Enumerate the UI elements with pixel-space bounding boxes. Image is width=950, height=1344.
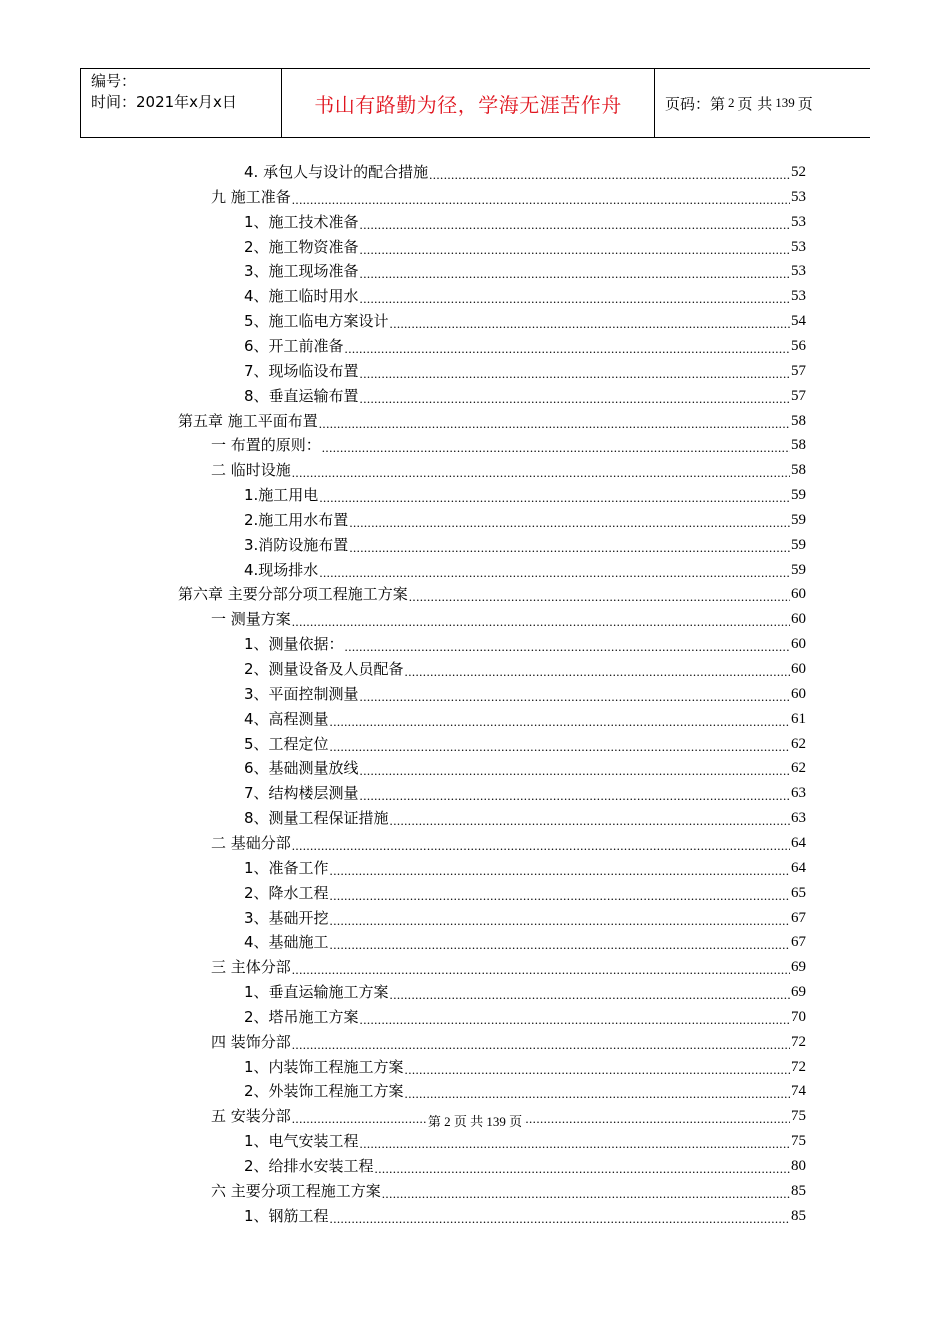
toc-entry[interactable] xyxy=(244,531,806,555)
toc-entry[interactable] xyxy=(244,307,806,331)
toc-leader-dots xyxy=(322,437,790,455)
toc-entry[interactable] xyxy=(244,978,806,1002)
toc-entry-page: 85 xyxy=(791,1182,806,1199)
toc-entry-title: 1、垂直运输施工方案 xyxy=(244,983,389,1002)
toc-leader-dots xyxy=(330,910,790,928)
page-footer xyxy=(0,1111,950,1130)
header-meta-cell xyxy=(80,69,282,137)
toc-entry[interactable] xyxy=(244,655,806,679)
toc-entry-page: 58 xyxy=(791,437,806,454)
toc-leader-dots xyxy=(349,537,790,555)
toc-entry[interactable] xyxy=(244,481,806,505)
toc-leader-dots xyxy=(292,1034,790,1052)
toc-entry[interactable] xyxy=(178,407,806,431)
toc-entry-title: 4.现场排水 xyxy=(244,560,319,579)
toc-entry-page: 65 xyxy=(791,884,806,901)
toc-entry-page: 63 xyxy=(791,810,806,827)
toc-entry[interactable] xyxy=(244,208,806,232)
toc-entry-page: 70 xyxy=(791,1008,806,1025)
toc-entry-page: 59 xyxy=(791,511,806,528)
header-slogan: 书山有路勤为径，学海无涯苦作舟 xyxy=(314,92,622,117)
toc-leader-dots xyxy=(405,661,790,679)
toc-entry-page: 67 xyxy=(791,909,806,926)
toc-leader-dots xyxy=(292,959,790,977)
toc-entry[interactable] xyxy=(244,730,806,754)
toc-entry-title: 2、外装饰工程施工方案 xyxy=(244,1082,404,1101)
toc-entry-title: 二 临时设施 xyxy=(211,461,291,480)
toc-entry-page: 72 xyxy=(791,1058,806,1075)
toc-leader-dots xyxy=(405,1083,790,1101)
toc-entry-title: 1、内装饰工程施工方案 xyxy=(244,1057,404,1076)
toc-entry[interactable] xyxy=(244,1152,806,1176)
toc-entry-page: 61 xyxy=(791,710,806,727)
toc-entry-title: 五 安装分部 xyxy=(211,1107,291,1126)
toc-entry-title: 九 施工准备 xyxy=(211,187,291,206)
toc-entry-page: 54 xyxy=(791,313,806,330)
toc-entry-page: 60 xyxy=(791,636,806,653)
toc-entry-page: 69 xyxy=(791,984,806,1001)
toc-leader-dots xyxy=(330,711,790,729)
toc-entry-page: 75 xyxy=(791,1108,806,1125)
toc-entry[interactable] xyxy=(244,257,806,281)
toc-leader-dots xyxy=(405,1059,790,1077)
toc-entry-title: 4、高程测量 xyxy=(244,709,329,728)
toc-leader-dots xyxy=(390,313,790,331)
page-total: 139 xyxy=(775,95,795,110)
toc-entry-page: 56 xyxy=(791,337,806,354)
toc-entry-page: 60 xyxy=(791,586,806,603)
toc-entry-title: 2、塔吊施工方案 xyxy=(244,1007,359,1026)
toc-leader-dots xyxy=(360,239,790,257)
toc-entry-page: 75 xyxy=(791,1133,806,1150)
toc-entry[interactable] xyxy=(244,506,806,530)
toc-entry[interactable] xyxy=(244,382,806,406)
toc-entry-title: 2、降水工程 xyxy=(244,883,329,902)
toc-leader-dots xyxy=(360,760,790,778)
toc-entry-title: 2、给排水安装工程 xyxy=(244,1157,374,1175)
toc-leader-dots xyxy=(360,686,790,704)
toc-leader-dots xyxy=(375,1158,790,1176)
toc-leader-dots xyxy=(390,810,790,828)
toc-entry[interactable] xyxy=(244,879,806,903)
toc-entry-page: 53 xyxy=(791,263,806,280)
page-header xyxy=(80,68,870,138)
toc-entry-title: 1.施工用电 xyxy=(244,486,319,505)
toc-entry-title: 4、基础施工 xyxy=(244,933,329,952)
toc-entry-title: 1、施工技术准备 xyxy=(244,212,359,231)
toc-entry-page: 63 xyxy=(791,785,806,802)
toc-entry[interactable] xyxy=(244,332,806,356)
toc-entry-page: 53 xyxy=(791,288,806,305)
toc-entry[interactable] xyxy=(244,928,806,952)
toc-entry-page: 74 xyxy=(791,1083,806,1100)
header-page-cell xyxy=(655,69,870,137)
toc-leader-dots xyxy=(319,413,790,431)
toc-entry[interactable] xyxy=(244,556,806,580)
toc-entry-title: 1、准备工作 xyxy=(244,858,329,877)
toc-leader-dots xyxy=(292,462,790,480)
toc-leader-dots xyxy=(330,885,790,903)
toc-leader-dots xyxy=(409,586,790,604)
toc-entry[interactable] xyxy=(211,829,806,853)
toc-entry[interactable] xyxy=(211,183,806,207)
toc-entry[interactable] xyxy=(244,233,806,257)
toc-entry-title: 一 测量方案 xyxy=(211,610,291,629)
page-current: 2 xyxy=(728,95,735,110)
toc-entry-title: 5、工程定位 xyxy=(244,734,329,753)
toc-leader-dots xyxy=(330,860,790,878)
toc-entry-page: 60 xyxy=(791,685,806,702)
toc-leader-dots xyxy=(345,338,790,356)
toc-entry[interactable] xyxy=(244,904,806,928)
toc-leader-dots xyxy=(360,1133,790,1151)
toc-entry-title: 7、现场临设布置 xyxy=(244,361,359,380)
toc-entry-page: 69 xyxy=(791,959,806,976)
toc-entry-title: 3.消防设施布置 xyxy=(244,535,349,554)
toc-entry-title: 6、开工前准备 xyxy=(244,336,344,355)
toc-entry[interactable] xyxy=(211,605,806,629)
toc-entry-page: 59 xyxy=(791,536,806,553)
toc-entry-title: 1、电气安装工程 xyxy=(244,1132,359,1151)
toc-entry-title: 3、施工现场准备 xyxy=(244,262,359,281)
toc-entry-page: 58 xyxy=(791,462,806,479)
toc-entry-title: 四 装饰分部 xyxy=(211,1032,291,1051)
toc-entry-page: 59 xyxy=(791,487,806,504)
toc-entry-page: 53 xyxy=(791,188,806,205)
toc-entry-page: 53 xyxy=(791,213,806,230)
toc-entry[interactable] xyxy=(244,357,806,381)
toc-entry[interactable] xyxy=(244,804,806,828)
toc-entry-page: 72 xyxy=(791,1033,806,1050)
toc-entry[interactable] xyxy=(178,580,806,604)
toc-leader-dots xyxy=(319,562,790,580)
toc-leader-dots xyxy=(360,363,790,381)
time-label: 时间：2021年x月x日 xyxy=(91,93,237,111)
toc-entry-title: 4、施工临时用水 xyxy=(244,287,359,306)
toc-entry[interactable] xyxy=(211,1028,806,1052)
toc-leader-dots xyxy=(360,388,790,406)
toc-leader-dots xyxy=(360,288,790,306)
toc-entry-page: 62 xyxy=(791,735,806,752)
toc-entry[interactable] xyxy=(244,1053,806,1077)
toc-entry[interactable] xyxy=(244,1202,806,1226)
toc-entry-page: 85 xyxy=(791,1207,806,1224)
toc-entry-page: 58 xyxy=(791,412,806,429)
toc-entry[interactable] xyxy=(211,456,806,480)
toc-entry[interactable] xyxy=(244,158,806,182)
toc-leader-dots xyxy=(360,263,790,281)
toc-entry-title: 二 基础分部 xyxy=(211,833,291,852)
toc-entry[interactable] xyxy=(244,1003,806,1027)
toc-leader-dots xyxy=(292,611,790,629)
toc-entry-title: 1、测量依据： xyxy=(244,635,344,654)
toc-entry-title: 1、钢筋工程 xyxy=(244,1206,329,1225)
toc-entry-title: 3、平面控制测量 xyxy=(244,684,359,703)
toc-entry[interactable] xyxy=(211,431,806,455)
toc-leader-dots xyxy=(330,1208,790,1226)
toc-entry-title: 7、结构楼层测量 xyxy=(244,784,359,803)
toc-entry-title: 第六章 主要分部分项工程施工方案 xyxy=(178,585,408,604)
toc-entry[interactable] xyxy=(244,282,806,306)
toc-entry[interactable] xyxy=(244,854,806,878)
toc-leader-dots xyxy=(330,736,790,754)
toc-leader-dots xyxy=(390,984,790,1002)
header-slogan-cell xyxy=(282,69,655,137)
page-mid: 页 共 xyxy=(737,94,773,113)
toc-entry-title: 4. 承包人与设计的配合措施 xyxy=(244,163,429,181)
page-suffix: 页 xyxy=(797,94,813,113)
toc-entry[interactable] xyxy=(244,1077,806,1101)
toc-entry-title: 6、基础测量放线 xyxy=(244,759,359,778)
toc-leader-dots xyxy=(360,214,790,232)
toc-entry-page: 64 xyxy=(791,859,806,876)
toc-leader-dots xyxy=(292,189,790,207)
toc-entry-title: 三 主体分部 xyxy=(211,958,291,977)
toc-entry-title: 六 主要分项工程施工方案 xyxy=(211,1181,381,1200)
toc-entry[interactable] xyxy=(244,705,806,729)
toc-leader-dots xyxy=(360,1009,790,1027)
toc-entry-page: 52 xyxy=(791,164,806,180)
toc-entry-page: 59 xyxy=(791,561,806,578)
toc-leader-dots xyxy=(360,785,790,803)
toc-leader-dots xyxy=(319,487,790,505)
toc-leader-dots xyxy=(382,1183,790,1201)
toc-entry[interactable] xyxy=(244,680,806,704)
toc-entry-title: 一 布置的原则： xyxy=(211,436,321,455)
doc-number-label: 编号： xyxy=(91,72,137,90)
toc-entry-page: 53 xyxy=(791,238,806,255)
toc-leader-dots xyxy=(345,636,790,654)
toc-entry-title: 8、垂直运输布置 xyxy=(244,386,359,405)
toc-entry-page: 64 xyxy=(791,834,806,851)
toc-entry-page: 60 xyxy=(791,661,806,677)
toc-entry-title: 2、施工物资准备 xyxy=(244,237,359,256)
toc-leader-dots xyxy=(349,512,790,530)
toc-entry-page: 57 xyxy=(791,362,806,379)
toc-entry[interactable] xyxy=(211,1177,806,1201)
toc-entry-title: 第五章 施工平面布置 xyxy=(178,411,318,430)
toc-entry[interactable] xyxy=(211,953,806,977)
toc-entry-page: 60 xyxy=(791,611,806,628)
toc-entry-page: 67 xyxy=(791,934,806,951)
toc-entry[interactable] xyxy=(244,754,806,778)
toc-entry-title: 2.施工用水布置 xyxy=(244,510,349,529)
footer-page-text: 第 2 页 共 139 页 xyxy=(427,1114,523,1129)
toc-entry-title: 8、测量工程保证措施 xyxy=(244,809,389,828)
toc-entry-page: 57 xyxy=(791,387,806,404)
toc-entry-title: 3、基础开挖 xyxy=(244,908,329,927)
toc-leader-dots xyxy=(292,835,790,853)
toc-entry-page: 62 xyxy=(791,760,806,777)
toc-entry[interactable] xyxy=(244,779,806,803)
toc-entry[interactable] xyxy=(244,630,806,654)
page-prefix: 页码：第 xyxy=(665,94,726,113)
toc-entry[interactable] xyxy=(244,1127,806,1151)
toc-entry-page: 80 xyxy=(791,1158,806,1174)
toc-entry-title: 2、测量设备及人员配备 xyxy=(244,660,404,678)
toc-leader-dots xyxy=(330,934,790,952)
toc-leader-dots xyxy=(429,164,790,182)
toc-entry-title: 5、施工临电方案设计 xyxy=(244,312,389,331)
